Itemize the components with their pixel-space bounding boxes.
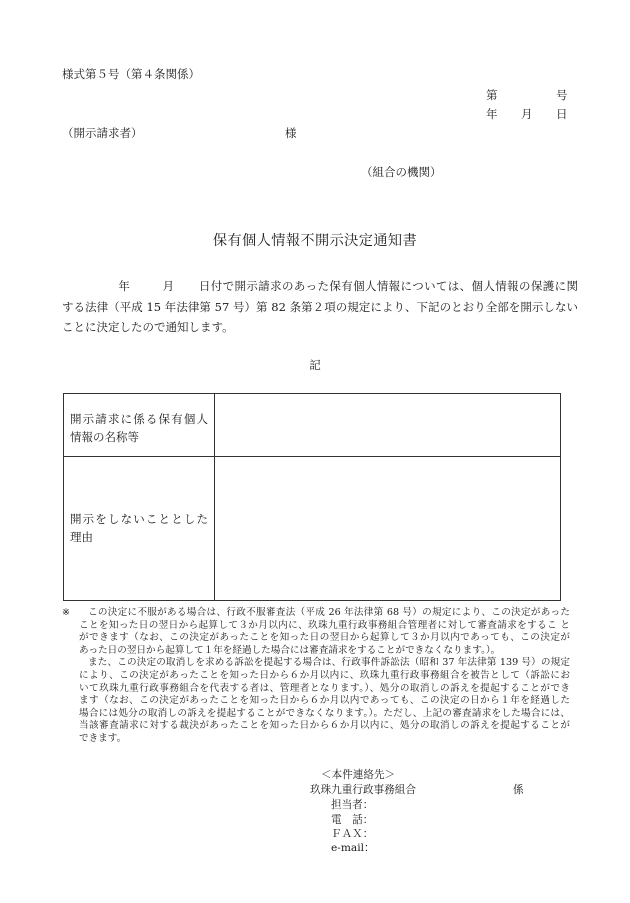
ki-heading: 記 xyxy=(309,358,321,372)
table-row-info-name xyxy=(64,394,561,457)
appeal-note xyxy=(62,607,570,746)
contact-phone-label: 電 話： xyxy=(331,814,374,826)
body-month-label: 月 xyxy=(162,279,175,293)
issuer-label: （組合の機関） xyxy=(361,165,442,179)
note-line: 場合には処分の取消しの訴えを提起することができなくなります。）。ただし、上記の審査請求をした場合には、 xyxy=(79,707,570,719)
body-paragraph xyxy=(62,276,578,338)
contact-fax-label: ＦＡＸ： xyxy=(331,828,374,840)
body-line-3: ことに決定したので通知します。 xyxy=(62,320,234,334)
document-number-suffix: 号 xyxy=(556,88,568,102)
decision-table xyxy=(63,393,561,601)
note-line: により、この決定があったことを知った日から６か月以内に、玖珠九重行政事務組合を被告として（訴訟にお xyxy=(79,669,570,681)
date-year-label: 年 xyxy=(486,107,498,121)
info-name-label-cell xyxy=(64,394,215,457)
note-line: この決定に不服がある場合は、行政不服審査法（平成 26 年法律第 68 号）の規定により、この決定があった xyxy=(88,607,570,618)
document-title: 保有個人情報不開示決定通知書 xyxy=(212,233,418,249)
form-number: 様式第５号（第４条関係） xyxy=(62,67,200,81)
body-line-1 xyxy=(62,276,578,297)
note-line: できます。 xyxy=(79,732,127,744)
contact-heading: ＜本件連絡先＞ xyxy=(321,769,396,781)
note-line: 当該審査請求に対する裁決があったことを知った日から６か月以内に、処分の取消しの訴えを提起することが xyxy=(79,720,570,732)
body-year-label: 年 xyxy=(118,279,131,293)
reason-label-cell xyxy=(64,457,215,601)
reason-value-cell xyxy=(215,457,561,601)
note-line: ます（なお、この決定があったことを知った日から６か月以内であっても、この決定の日から１年を経過した xyxy=(79,695,570,707)
table-row-reason xyxy=(64,457,561,601)
contact-section-suffix: 係 xyxy=(513,784,524,796)
note-line: いて玖珠九重行政事務組合を代表する者は、管理者となります。）、処分の取消しの訴えを提起することができ xyxy=(79,682,570,694)
info-name-value-cell xyxy=(215,394,561,457)
date-month-label: 月 xyxy=(521,107,533,121)
info-name-label-line-1: 開示請求に係る保有個人 xyxy=(70,412,208,426)
contact-email-label: e-mail： xyxy=(331,842,375,854)
requester-label: （開示請求者） xyxy=(62,126,143,140)
note-line: ができます（なお、この決定があったことを知った日の翌日から起算して３か月以内であっても、この決定が xyxy=(79,632,570,644)
note-line: ことを知った日の翌日から起算して３か月以内に、玖珠九重行政事務組合管理者に対して審査請求をするこ と xyxy=(79,619,570,631)
document-number-prefix: 第 xyxy=(486,88,498,102)
body-line-1-text: 日付で開示請求のあった保有個人情報については、個人情報の保護に関 xyxy=(198,279,579,293)
body-line-2: する法律（平成 15 年法律第 57 号）第 82 条第２項の規定により、下記のとおり全部を開示しない xyxy=(62,299,578,314)
reason-label-line-1: 開示をしないこととした xyxy=(70,512,208,526)
reason-label-line-2: 理由 xyxy=(70,529,93,544)
info-name-label-line-2: 情報の名称等 xyxy=(70,429,139,444)
note-line: あった日の翌日から起算して１年を経過した場合には審査請求をすることができなくなります。）。 xyxy=(79,644,501,656)
contact-person-label: 担当者： xyxy=(331,799,374,811)
note-line: また、この決定の取消しを求める訴訟を提起する場合は、行政事件訴訟法（昭和 37 年法律第 139 号）の規定 xyxy=(88,657,570,669)
contact-organization: 玖珠九重行政事務組合 xyxy=(310,784,416,796)
date-day-label: 日 xyxy=(556,107,568,121)
requester-honorific: 様 xyxy=(285,126,297,140)
note-mark: ※ xyxy=(62,607,71,618)
